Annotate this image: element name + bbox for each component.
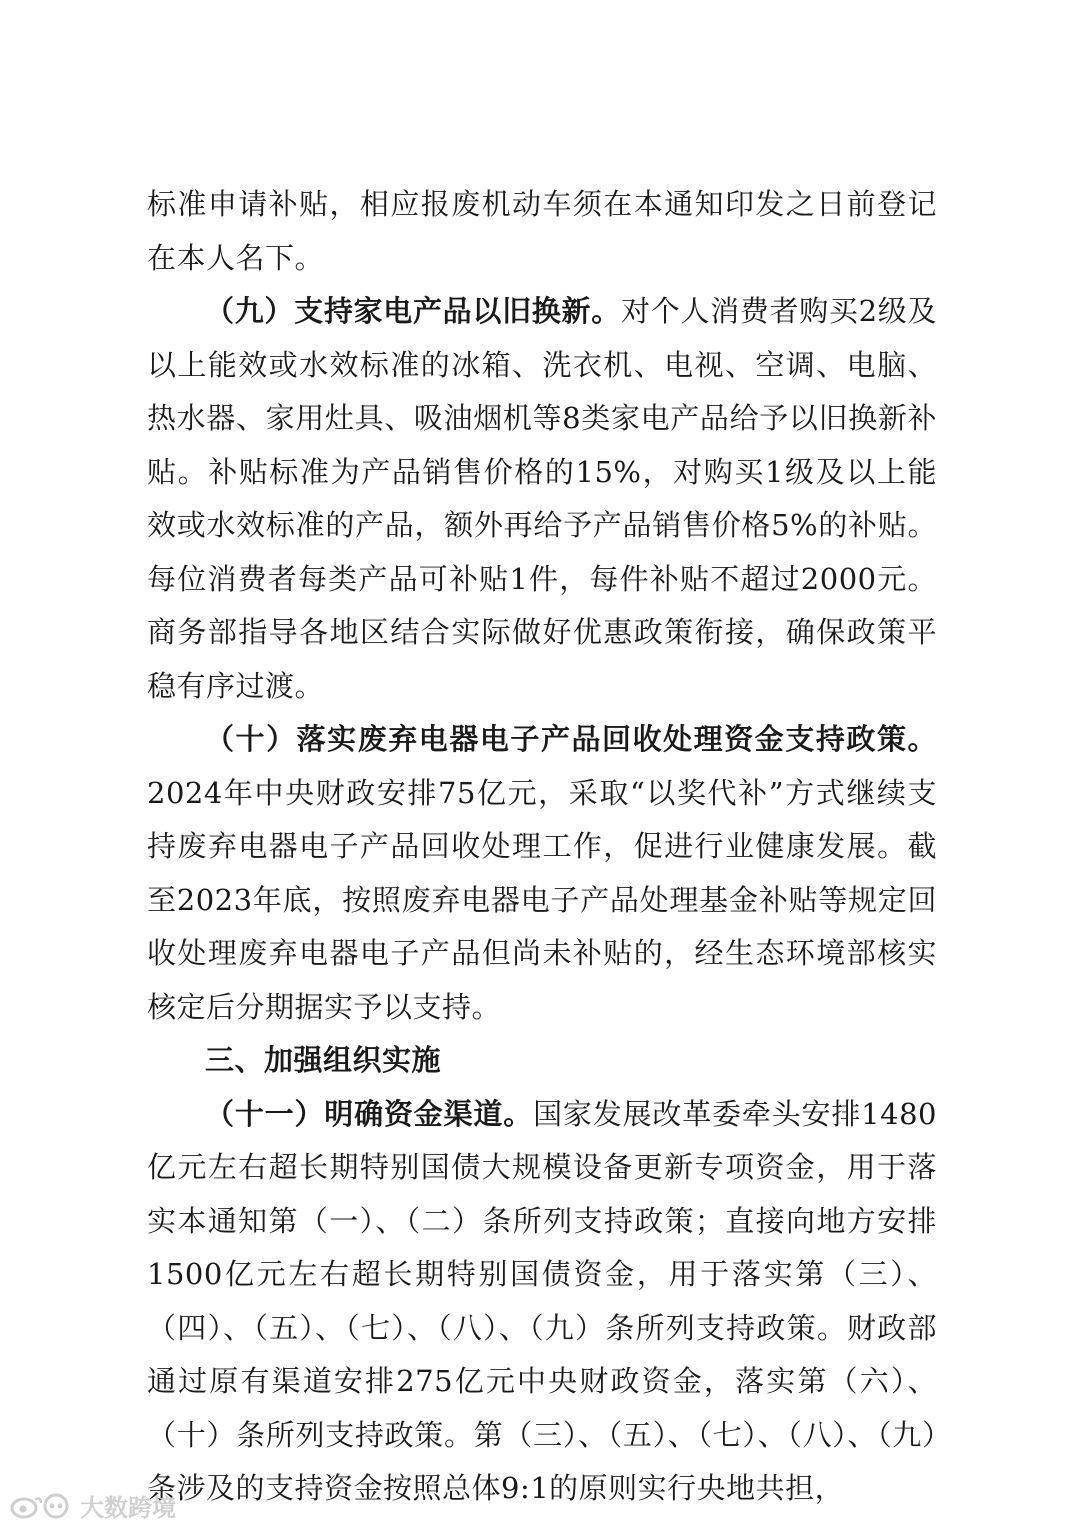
paragraph-heading: （九）支持家电产品以旧换新。 bbox=[205, 294, 621, 328]
section-heading: 三、加强组织实施 bbox=[205, 1043, 442, 1077]
paragraph-body: 对个人消费者购买2级及以上能效或水效标准的冰箱、洗衣机、电视、空调、电脑、热水器、家用灶具、吸油烟机等8类家电产品给予以旧换新补贴。补贴标准为产品销售价格的15%，对购买1级及以上能效或水效标准的产品，额外再给予产品销售价格5%的补贴。每位消费者每类产品可补贴1件，每件补贴不超过2000元。商务部指导各地区结合实际做好优惠政策衔接，确保政策平稳有序过渡。 bbox=[147, 294, 937, 703]
weibo-logo-icon bbox=[10, 1491, 72, 1521]
paragraph-continuation bbox=[147, 178, 937, 285]
paragraph-body: 国家发展改革委牵头安排1480亿元左右超长期特别国债大规模设备更新专项资金，用于落实本通知第（一）、（二）条所列支持政策；直接向地方安排1500亿元左右超长期特别国债资金，用于落实第（三）、（四）、（五）、（七）、（八）、（九）条所列支持政策。财政部通过原有渠道安排275亿元中央财政资金，落实第（六）、（十）条所列支持政策。第（三）、（五）、（七）、（八）、（九）条涉及的支持资金按照总体9:1的原则实行央地共担， bbox=[147, 1096, 937, 1505]
paragraph-body: 2024年中央财政安排75亿元，采取“以奖代补”方式继续支持废弃电器电子产品回收处理工作，促进行业健康发展。截至2023年底，按照废弃电器电子产品处理基金补贴等规定回收处理废弃电器电子产品但尚未补贴的，经生态环境部核实核定后分期据实予以支持。 bbox=[147, 775, 937, 1024]
document-page bbox=[147, 178, 937, 1516]
paragraph-body: 标准申请补贴，相应报废机动车须在本通知印发之日前登记在本人名下。 bbox=[147, 187, 937, 275]
watermark bbox=[10, 1488, 176, 1523]
paragraph-appliance-trade-in bbox=[147, 285, 937, 713]
paragraph-funding-channels bbox=[147, 1088, 937, 1516]
paragraph-e-waste-recycling bbox=[147, 713, 937, 1034]
paragraph-heading: （十）落实废弃电器电子产品回收处理资金支持政策。 bbox=[205, 722, 937, 756]
paragraph-heading: （十一）明确资金渠道。 bbox=[205, 1096, 534, 1131]
watermark-text: 大数跨境 bbox=[80, 1494, 176, 1522]
